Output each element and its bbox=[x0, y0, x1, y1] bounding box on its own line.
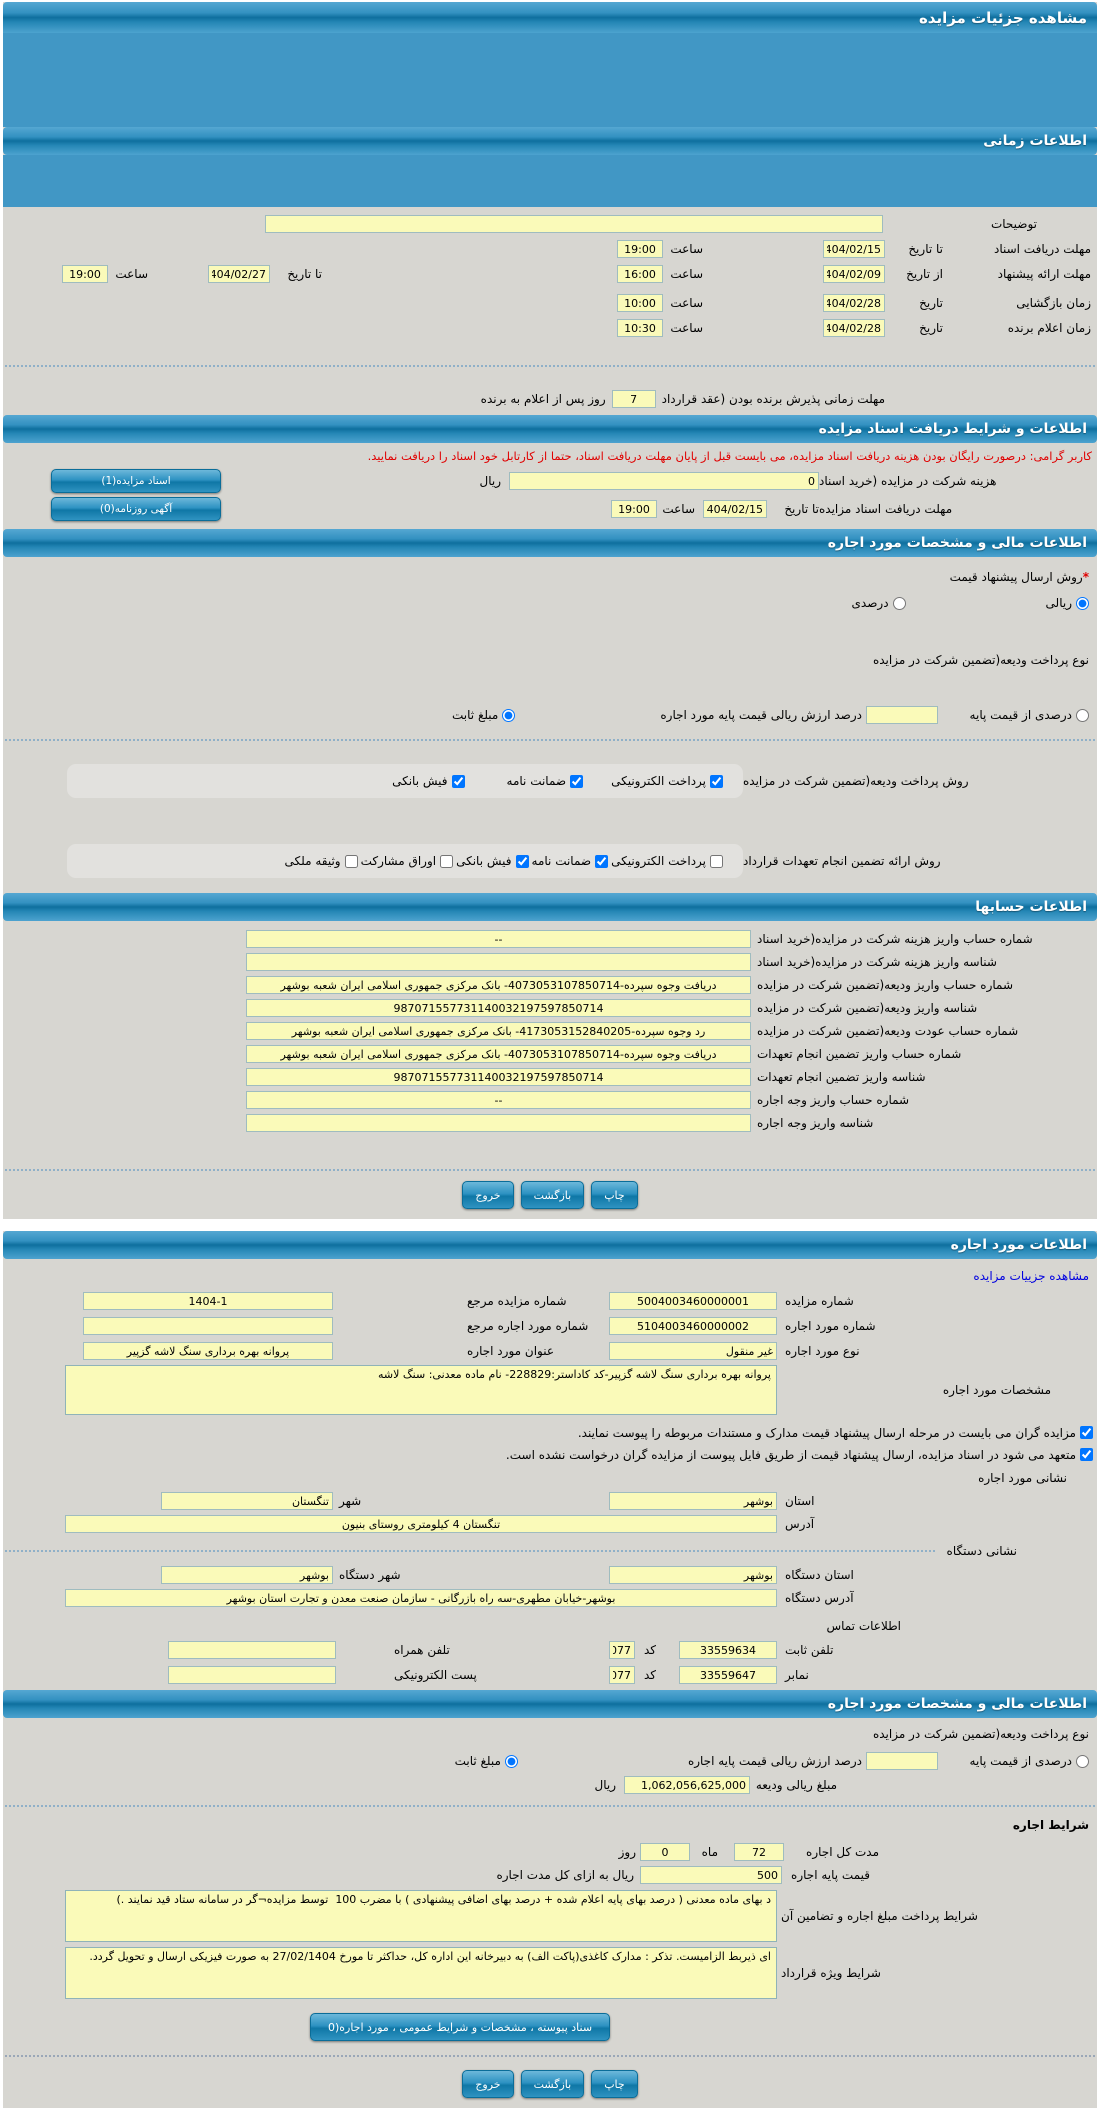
winner-announce-time-input[interactable] bbox=[617, 319, 663, 337]
area-code-input[interactable] bbox=[609, 1641, 635, 1659]
fixed-amount2-radio[interactable] bbox=[505, 1755, 518, 1768]
attachments-button[interactable]: سناد پیوسته ، مشخصات و شرایط عمومی ، مورد اجاره(0 bbox=[310, 2013, 610, 2041]
org-address-heading: نشانی دستگاه bbox=[946, 1544, 1017, 1558]
lease-duration-days-input[interactable] bbox=[640, 1843, 690, 1861]
comments-row bbox=[3, 214, 1089, 234]
contract-acceptance-suffix: روز پس از اعلام به برنده bbox=[480, 392, 606, 406]
docs-deadline-label: مهلت دریافت اسناد bbox=[993, 242, 1091, 256]
financial-section-bar bbox=[3, 529, 1097, 557]
rent-id-label: شناسه واریز وجه اجاره bbox=[757, 1116, 874, 1130]
account-row bbox=[3, 998, 1089, 1018]
bank-receipt-checkbox[interactable] bbox=[452, 775, 465, 788]
percent-value2-input[interactable] bbox=[866, 1752, 938, 1770]
base-price-label: قیمت پایه اجاره bbox=[791, 1868, 870, 1882]
deposit-id-label: شناسه واریز ودیعه(تضمین شرکت در مزایده bbox=[757, 1001, 978, 1015]
contact-heading-row bbox=[3, 1618, 1097, 1634]
docs-deadline2-time-input[interactable] bbox=[611, 500, 657, 518]
fee-account-label: شماره حساب واریز هزینه شرکت در مزایده(خرید اسناد bbox=[757, 932, 1033, 946]
deposit-mode2-row bbox=[3, 1750, 1097, 1772]
fee-deposit-id-input[interactable] bbox=[246, 953, 751, 971]
winner-announce-date-label: تاریخ bbox=[919, 321, 943, 335]
separator-dotted bbox=[5, 739, 1095, 741]
winner-announce-label: زمان اعلام برنده bbox=[1007, 321, 1091, 335]
no-file-commitment-checkbox[interactable] bbox=[1080, 1448, 1093, 1461]
toolbar-middle bbox=[3, 1181, 1097, 1209]
lease-section-bar bbox=[3, 1231, 1097, 1259]
required-asterisk: * bbox=[1082, 570, 1089, 584]
attach-docs-note: مزایده گران می بایست در مرحله ارسال پیشنهاد قیمت مدارک و مستندات مربوطه را پیوست نمایند. bbox=[577, 1425, 1076, 1440]
deposit-type-row bbox=[3, 652, 1097, 668]
item-ref-label: شماره مورد اجاره مرجع bbox=[467, 1319, 589, 1333]
item-number-row bbox=[3, 1316, 1089, 1336]
fixed-amount-label: مبلغ ثابت bbox=[452, 708, 499, 722]
base-price-suffix: ریال به ازای کل مدت اجاره bbox=[496, 1868, 634, 1882]
fee-currency-label: ریال bbox=[479, 474, 501, 488]
auction-number-input[interactable] bbox=[609, 1292, 777, 1310]
fax-input[interactable] bbox=[679, 1666, 777, 1684]
days-label: روز bbox=[618, 1845, 636, 1859]
auction-ref-input[interactable] bbox=[83, 1292, 333, 1310]
opening-time-label: زمان بازگشایی bbox=[1016, 296, 1091, 310]
back-button[interactable]: بازگشت bbox=[521, 1181, 585, 1209]
financial2-section-title: اطلاعات مالی و مشخصات مورد اجاره bbox=[827, 1696, 1087, 1712]
org-address-heading-row bbox=[3, 1543, 1097, 1559]
percent-radio[interactable] bbox=[893, 597, 906, 610]
electronic-payment-checkbox[interactable] bbox=[710, 775, 723, 788]
proposal-to-date-label: تا تاریخ bbox=[287, 267, 322, 281]
no-file-commitment-note: متعهد می شود در اسناد مزایده، ارسال پیشنهاد قیمت از طریق فایل پیوست از مزایده گران درخواست نشده است. bbox=[505, 1447, 1076, 1462]
docs-deadline-date-label: تا تاریخ bbox=[908, 242, 943, 256]
price-method-row bbox=[3, 569, 1097, 585]
contract-guarantee-label: روش ارائه تضمین انجام تعهدات قرارداد bbox=[743, 854, 941, 868]
account-row bbox=[3, 1044, 1089, 1064]
base-price-percent2-label: درصدی از قیمت پایه bbox=[969, 1754, 1072, 1768]
contract-guarantee-row bbox=[3, 844, 1097, 878]
rent-id-input[interactable] bbox=[246, 1114, 751, 1132]
docs-deadline-time-input[interactable] bbox=[617, 240, 663, 258]
account-row bbox=[3, 952, 1089, 972]
percent-suffix2-label: درصد ارزش ریالی قیمت پایه اجاره bbox=[687, 1754, 862, 1768]
opening-date-label: تاریخ bbox=[919, 296, 943, 310]
item-title-input[interactable] bbox=[83, 1342, 333, 1360]
auction-number-row bbox=[3, 1291, 1089, 1311]
exit-button[interactable]: خروج bbox=[462, 2070, 513, 2098]
price-method-label: روش ارسال پیشنهاد قیمت bbox=[949, 570, 1083, 584]
rial-radio-label: ریالی bbox=[1045, 596, 1072, 610]
guarantee-letter2-label: ضمانت نامه bbox=[531, 854, 592, 868]
item-type-label: نوع مورد اجاره bbox=[785, 1344, 860, 1358]
bank-receipt-label: فیش بانکی bbox=[392, 774, 448, 788]
lease-address-heading: نشانی مورد اجاره bbox=[978, 1471, 1067, 1485]
bank-receipt2-label: فیش بانکی bbox=[456, 854, 512, 868]
electronic-payment2-checkbox[interactable] bbox=[710, 855, 723, 868]
financial-section-title: اطلاعات مالی و مشخصات مورد اجاره bbox=[827, 535, 1087, 551]
item-title-label: عنوان مورد اجاره bbox=[467, 1344, 555, 1358]
mobile-input[interactable] bbox=[168, 1641, 336, 1659]
auction-ref-label: شماره مزایده مرجع bbox=[467, 1294, 567, 1308]
comments-input[interactable] bbox=[265, 215, 883, 233]
participation-bonds-checkbox[interactable] bbox=[440, 855, 453, 868]
address-row bbox=[3, 1514, 1089, 1534]
participation-fee-label: هزینه شرکت در مزایده (خرید اسناد bbox=[819, 474, 997, 488]
contract-acceptance-input[interactable] bbox=[612, 390, 656, 408]
accounts-section-title: اطلاعات حسابها bbox=[975, 899, 1087, 915]
price-method-options-row bbox=[3, 594, 1097, 612]
participation-fee-input[interactable] bbox=[509, 472, 819, 490]
free-docs-warning-row bbox=[3, 447, 1097, 464]
refund-account-input[interactable] bbox=[246, 1022, 751, 1040]
fax-code-input[interactable] bbox=[609, 1666, 635, 1684]
fax-row bbox=[3, 1665, 1089, 1685]
separator-dotted bbox=[5, 1550, 935, 1552]
docs-deadline-date-input[interactable] bbox=[823, 240, 885, 258]
deposit-amount-unit: ریال bbox=[594, 1778, 616, 1792]
rent-account-input[interactable] bbox=[246, 1091, 751, 1109]
deposit-amount-label: مبلغ ریالی ودیعه bbox=[755, 1778, 837, 1792]
deposit-account-input[interactable] bbox=[246, 976, 751, 994]
account-row bbox=[3, 1021, 1089, 1041]
white-gap bbox=[0, 1219, 1100, 1231]
contact-heading: اطلاعات تماس bbox=[826, 1619, 901, 1633]
deposit-account-label: شماره حساب واریز ودیعه(تضمین شرکت در مزایده bbox=[757, 978, 1014, 992]
opening-date-input[interactable] bbox=[823, 294, 885, 312]
guarantee-id-input[interactable] bbox=[246, 1068, 751, 1086]
deposit-payment-label: روش پرداخت ودیعه(تضمین شرکت در مزایده bbox=[743, 774, 969, 788]
account-row bbox=[3, 1067, 1089, 1087]
time-blue-panel bbox=[3, 155, 1097, 207]
special-terms-label: شرایط ویژه قرارداد bbox=[781, 1966, 881, 1980]
deposit-payment-band bbox=[67, 764, 743, 798]
time-section-title: اطلاعات زمانی bbox=[983, 133, 1087, 149]
docs-deadline2-hour-label: ساعت bbox=[662, 502, 695, 516]
deposit-type2-row bbox=[3, 1726, 1097, 1742]
docs-section-bar bbox=[3, 415, 1097, 443]
org-address-row bbox=[3, 1588, 1089, 1608]
auction-details-screen bbox=[0, 2, 1100, 2091]
percent-radio-label: درصدی bbox=[851, 596, 889, 610]
auction-number-label: شماره مزایده bbox=[785, 1294, 854, 1308]
org-province-city-row bbox=[3, 1565, 1089, 1585]
fee-account-input[interactable] bbox=[246, 930, 751, 948]
page-title-bar bbox=[3, 2, 1097, 33]
item-ref-input[interactable] bbox=[83, 1317, 333, 1335]
print-button[interactable]: چاپ bbox=[591, 2070, 638, 2098]
special-terms-textarea[interactable] bbox=[65, 1947, 777, 1999]
proposal-to-time-label: ساعت bbox=[115, 267, 148, 281]
fee-deposit-id-label: شناسه واریز هزینه شرکت در مزایده(خرید اسناد bbox=[757, 955, 997, 969]
free-docs-warning: کاربر گرامی: درصورت رایگان بودن هزینه دریافت اسناد مزایده، می بایست قبل از پایان مهلت دریافت اسناد، حتما از کارتابل خود اسناد را دریافت نمایید. bbox=[367, 448, 1092, 463]
toolbar-bottom bbox=[3, 2070, 1097, 2098]
org-address-input[interactable] bbox=[65, 1589, 777, 1607]
header-blue-panel bbox=[3, 33, 1097, 127]
separator-dotted bbox=[5, 1805, 1095, 1807]
city-label: شهر bbox=[339, 1494, 362, 1508]
separator-dotted bbox=[5, 365, 1095, 367]
docs-deadline-time-label: ساعت bbox=[670, 242, 703, 256]
address-label: آدرس bbox=[785, 1517, 815, 1531]
auction-details-page bbox=[3, 2, 1097, 2108]
item-specs-row bbox=[3, 1365, 1089, 1415]
proposal-from-date-input[interactable] bbox=[823, 265, 885, 283]
comments-label: توضیحات bbox=[990, 217, 1038, 231]
guarantee-account-input[interactable] bbox=[246, 1045, 751, 1063]
address-input[interactable] bbox=[65, 1515, 777, 1533]
guarantee-letter2-checkbox[interactable] bbox=[595, 855, 608, 868]
item-specs-textarea[interactable] bbox=[65, 1365, 777, 1415]
participation-bonds-label: اوراق مشارکت bbox=[360, 854, 437, 868]
account-row bbox=[3, 975, 1089, 995]
separator-dotted bbox=[5, 1169, 1095, 1171]
winner-announce-hour-label: ساعت bbox=[670, 321, 703, 335]
print-button[interactable]: چاپ bbox=[591, 1181, 638, 1209]
electronic-payment-label: پرداخت الکترونیکی bbox=[611, 774, 706, 788]
electronic-payment2-label: پرداخت الکترونیکی bbox=[611, 854, 706, 868]
province-input[interactable] bbox=[609, 1492, 777, 1510]
proposal-period-row bbox=[3, 264, 1091, 284]
city-input[interactable] bbox=[161, 1492, 333, 1510]
payment-terms-row bbox=[3, 1890, 1089, 1942]
lease-duration-row bbox=[3, 1842, 1097, 1862]
base-price-percent-label: درصدی از قیمت پایه bbox=[969, 708, 1072, 722]
winner-announce-row bbox=[3, 318, 1091, 338]
lease-duration-months-input[interactable] bbox=[734, 1843, 784, 1861]
attach-docs-note-row bbox=[3, 1424, 1097, 1441]
docs-deadline2-date-input[interactable] bbox=[703, 500, 767, 518]
property-collateral-checkbox[interactable] bbox=[345, 855, 358, 868]
deposit-amount-row bbox=[3, 1775, 1097, 1795]
landline-input[interactable] bbox=[679, 1641, 777, 1659]
item-type-row bbox=[3, 1341, 1089, 1361]
special-terms-row bbox=[3, 1947, 1089, 1999]
province-label: استان bbox=[785, 1494, 815, 1508]
attachments-button-row bbox=[3, 2013, 1097, 2041]
org-city-input[interactable] bbox=[161, 1566, 333, 1584]
deposit-mode-row bbox=[3, 704, 1097, 726]
participation-fee-row bbox=[3, 469, 1097, 493]
guarantee-letter-label: ضمانت نامه bbox=[506, 774, 567, 788]
fixed-amount-radio[interactable] bbox=[502, 709, 515, 722]
deposit-type2-label: نوع پرداخت ودیعه(تضمین شرکت در مزایده bbox=[872, 1727, 1089, 1741]
proposal-from-date-label: از تاریخ bbox=[906, 267, 943, 281]
lease-address-heading-row bbox=[3, 1470, 1097, 1486]
contract-acceptance-row bbox=[3, 389, 1097, 409]
auction-details-link[interactable]: مشاهده جزییات مزایده bbox=[973, 1269, 1089, 1283]
deposit-payment-row bbox=[3, 764, 1097, 798]
financial2-section-bar bbox=[3, 1690, 1097, 1718]
details-link-row bbox=[3, 1268, 1097, 1284]
opening-time-row bbox=[3, 293, 1091, 313]
bank-receipt2-checkbox[interactable] bbox=[516, 855, 529, 868]
percent-value-input[interactable] bbox=[866, 706, 938, 724]
area-code-label: کد bbox=[643, 1643, 656, 1657]
org-city-label: شهر دستگاه bbox=[339, 1568, 401, 1582]
deposit-type-label: نوع پرداخت ودیعه(تضمین شرکت در مزایده bbox=[872, 653, 1089, 667]
page-title: مشاهده جزئیات مزایده bbox=[918, 8, 1087, 27]
accounts-section-bar bbox=[3, 893, 1097, 921]
proposal-to-date-input[interactable] bbox=[208, 265, 270, 283]
guarantee-id-label: شناسه واریز تضمین انجام تعهدات bbox=[757, 1070, 926, 1084]
base-price-input[interactable] bbox=[640, 1866, 782, 1884]
proposal-period-label: مهلت ارائه پیشنهاد bbox=[997, 267, 1091, 281]
item-number-input[interactable] bbox=[609, 1317, 777, 1335]
docs-deadline-row bbox=[3, 239, 1091, 259]
docs-deadline2-label: مهلت دریافت اسناد مزایده bbox=[819, 502, 953, 516]
org-address-label: آدرس دستگاه bbox=[785, 1591, 854, 1605]
proposal-from-time-input[interactable] bbox=[617, 265, 663, 283]
base-price-row bbox=[3, 1865, 1097, 1885]
percent-suffix-label: درصد ارزش ریالی قیمت پایه مورد اجاره bbox=[660, 708, 862, 722]
refund-account-label: شماره حساب عودت ودیعه(تضمین شرکت در مزایده bbox=[757, 1024, 1019, 1038]
back-button[interactable]: بازگشت bbox=[521, 2070, 585, 2098]
item-type-input[interactable] bbox=[609, 1342, 777, 1360]
payment-terms-textarea[interactable] bbox=[65, 1890, 777, 1942]
payment-terms-label: شرایط پرداخت مبلغ اجاره و تضامین آن bbox=[781, 1909, 978, 1923]
deposit-id-input[interactable] bbox=[246, 999, 751, 1017]
lease-terms-heading-row bbox=[3, 1816, 1097, 1834]
fax-code-label: کد bbox=[643, 1668, 656, 1682]
opening-time-input[interactable] bbox=[617, 294, 663, 312]
months-label: ماه bbox=[701, 1845, 718, 1859]
auction-docs-button[interactable]: اسناد مزایده(1) bbox=[51, 469, 221, 493]
no-file-commitment-row bbox=[3, 1446, 1097, 1463]
guarantee-letter-checkbox[interactable] bbox=[570, 775, 583, 788]
landline-label: تلفن ثابت bbox=[785, 1643, 834, 1657]
property-collateral-label: وثیقه ملکی bbox=[284, 854, 341, 868]
province-city-row bbox=[3, 1491, 1089, 1511]
proposal-to-time-input[interactable] bbox=[62, 265, 108, 283]
docs-deadline2-row bbox=[3, 497, 1097, 521]
org-province-label: استان دستگاه bbox=[785, 1568, 854, 1582]
account-row bbox=[3, 1113, 1089, 1133]
deposit-amount-input[interactable] bbox=[624, 1776, 750, 1794]
exit-button[interactable]: خروج bbox=[462, 1181, 513, 1209]
time-section-bar bbox=[3, 127, 1097, 155]
account-row bbox=[3, 929, 1089, 949]
item-specs-label: مشخصات مورد اجاره bbox=[942, 1383, 1051, 1397]
rial-radio[interactable] bbox=[1076, 597, 1089, 610]
org-province-input[interactable] bbox=[609, 1566, 777, 1584]
guarantee-account-label: شماره حساب واریز تضمین انجام تعهدات bbox=[757, 1047, 962, 1061]
mobile-label: تلفن همراه bbox=[394, 1643, 450, 1657]
email-input[interactable] bbox=[168, 1666, 336, 1684]
opening-hour-label: ساعت bbox=[670, 296, 703, 310]
proposal-from-time-label: ساعت bbox=[670, 267, 703, 281]
landline-row bbox=[3, 1640, 1089, 1660]
email-label: پست الکترونیکی bbox=[394, 1668, 477, 1682]
lease-duration-label: مدت کل اجاره bbox=[806, 1845, 879, 1859]
docs-deadline2-date-label: تا تاریخ bbox=[784, 502, 819, 516]
winner-announce-date-input[interactable] bbox=[823, 319, 885, 337]
fixed-amount2-label: مبلغ ثابت bbox=[454, 1754, 501, 1768]
lease-terms-heading: شرایط اجاره bbox=[1012, 1818, 1089, 1832]
base-price-percent2-radio[interactable] bbox=[1076, 1755, 1089, 1768]
attach-docs-checkbox[interactable] bbox=[1080, 1426, 1093, 1439]
rent-account-label: شماره حساب واریز وجه اجاره bbox=[757, 1093, 910, 1107]
fax-label: نمابر bbox=[785, 1668, 809, 1682]
docs-section-title: اطلاعات و شرایط دریافت اسناد مزایده bbox=[818, 421, 1087, 437]
contract-guarantee-band bbox=[67, 844, 743, 878]
base-price-percent-radio[interactable] bbox=[1076, 709, 1089, 722]
account-row bbox=[3, 1090, 1089, 1110]
separator-dotted bbox=[5, 2055, 1095, 2057]
contract-acceptance-label: مهلت زمانی پذیرش برنده بودن (عقد قرارداد bbox=[661, 392, 885, 406]
lease-section-title: اطلاعات مورد اجاره bbox=[950, 1237, 1087, 1253]
newspaper-ad-button[interactable]: آگهی روزنامه(0) bbox=[51, 497, 221, 521]
item-number-label: شماره مورد اجاره bbox=[785, 1319, 876, 1333]
